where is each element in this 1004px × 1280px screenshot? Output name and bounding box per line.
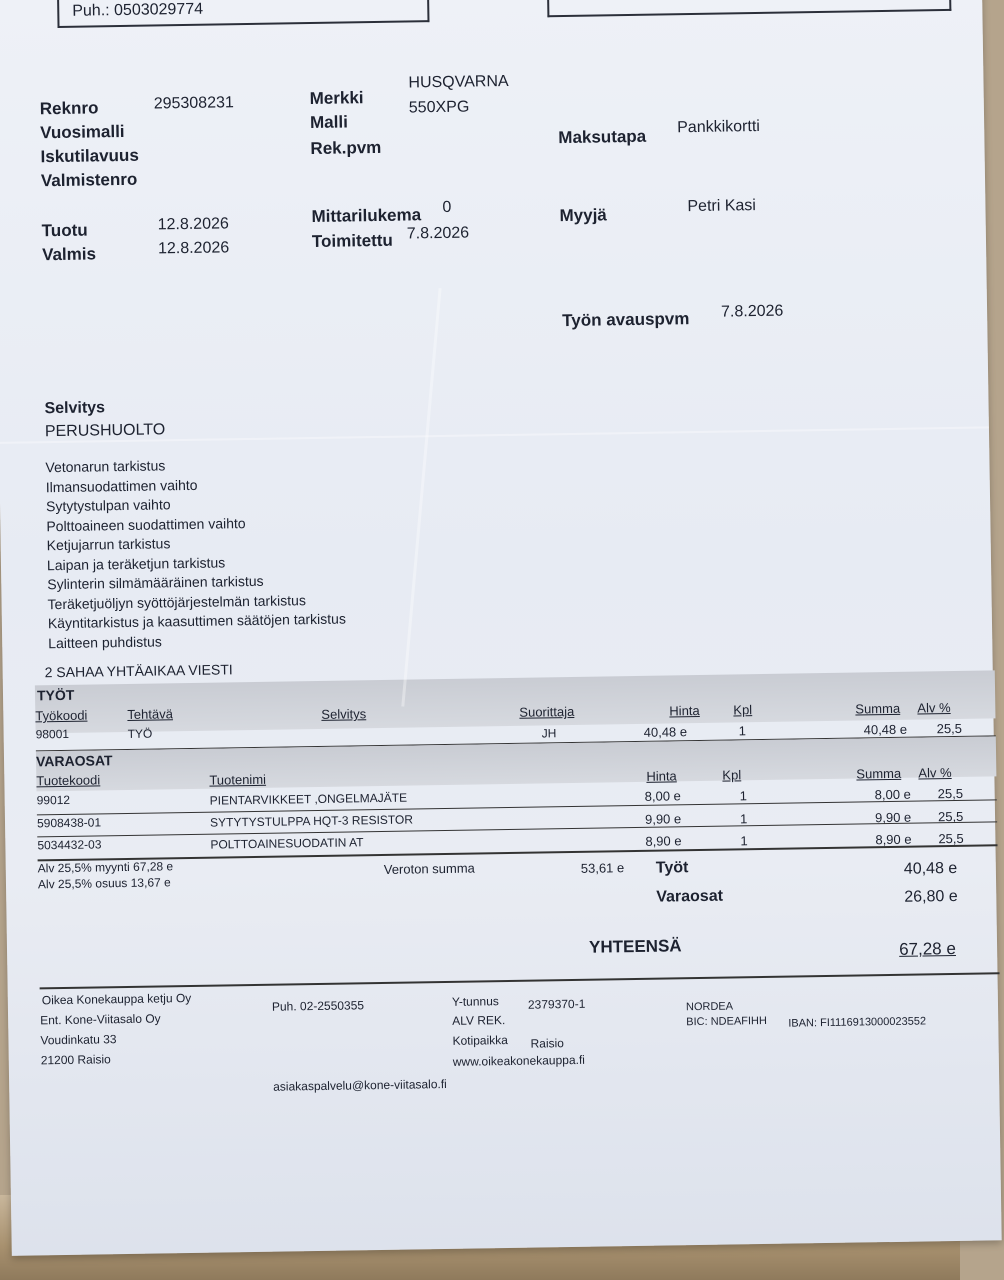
company-phone: Puh. 02-2550355 [271,998,365,1014]
col-summa: Summa [855,700,901,717]
varaosat-total-label: Varaosat [656,887,724,906]
maksutapa-label: Maksutapa [558,126,647,148]
company-street: Voudinkatu 33 [40,1032,117,1048]
valmis-value: 12.8.2026 [157,239,230,258]
row-price: 8,90 e [645,833,682,849]
col-tyokoodi: Työkoodi [35,707,88,724]
tuotu-value: 12.8.2026 [157,215,229,234]
toimitettu-label: Toimitettu [311,230,393,252]
col-alv: Alv % [917,700,951,716]
list-item: Ilmansuodattimen vaihto [45,476,198,495]
totals-divider [38,844,998,861]
row-code: 98001 [35,726,70,742]
row-code: 99012 [36,792,71,808]
maksutapa-value: Pankkikortti [677,117,761,137]
col-hinta: Hinta [646,768,677,784]
mittari-value: 0 [442,198,452,216]
bank-name: NORDEA [685,1000,734,1014]
row-doer: JH [541,726,557,741]
selvitys-title: PERUSHUOLTO [44,421,166,441]
customer-box [57,0,430,28]
reknro-label: Reknro [39,98,99,119]
company-city: 21200 Raisio [40,1052,111,1068]
row-qty: 1 [739,788,748,804]
kotipaikka-label: Kotipaikka [452,1033,508,1048]
company-former-name: Ent. Kone-Viitasalo Oy [40,1011,161,1028]
customer-phone: Puh.: 0503029774 [72,0,204,20]
col-alv: Alv % [918,765,952,781]
ytunnus-value: 2379370-1 [527,996,586,1012]
email-link[interactable]: asiakaspalvelu@kone-viitasalo.fi [273,1076,447,1094]
iskutilavuus-label: Iskutilavuus [40,145,139,167]
col-kpl: Kpl [733,702,753,718]
row-qty: 1 [740,833,748,849]
selvitys-heading: Selvitys [44,399,106,418]
bank-bic: BIC: NDEAFIHH [686,1014,768,1029]
col-suorittaja: Suorittaja [519,703,575,720]
row-price: 40,48 e [643,724,688,740]
row-code: 5908438-01 [36,815,102,831]
alv-myynti: Alv 25,5% myynti 67,28 e [37,859,174,876]
list-item: Sylinterin silmämääräinen tarkistus [47,572,264,593]
row-sum: 8,90 e [875,831,912,848]
myyja-value: Petri Kasi [687,197,757,216]
avaus-value: 7.8.2026 [720,302,784,321]
row-task: TYÖ [127,726,153,741]
company-name: Oikea Konekauppa ketju Oy [41,990,192,1008]
veroton-value: 53,61 e [580,860,625,876]
row-qty: 1 [739,811,748,827]
row-price: 9,90 e [644,811,682,827]
col-hinta: Hinta [669,702,700,719]
yhteensa-value: 67,28 e [898,938,956,959]
row-price: 8,00 e [644,788,681,804]
col-tehtava: Tehtävä [127,706,173,722]
row-name: POLTTOAINESUODATIN AT [210,835,364,852]
kotipaikka-value: Raisio [530,1036,565,1051]
toimitettu-value: 7.8.2026 [406,224,470,243]
reknro-value: 295308231 [153,94,234,113]
row-vat: 25,5 [937,785,964,802]
row-sum: 9,90 e [874,809,912,826]
website-link[interactable]: www.oikeakonekauppa.fi [452,1052,586,1069]
avaus-label: Työn avauspvm [562,309,690,331]
tyot-heading: TYÖT [36,686,75,704]
row-code: 5034432-03 [37,837,102,853]
veroton-label: Veroton summa [383,860,475,877]
tyot-header-band [35,670,996,733]
row-sum: 40,48 e [863,721,908,738]
varaosat-heading: VARAOSAT [35,752,113,770]
vuosimalli-label: Vuosimalli [40,121,125,143]
footer-divider [40,972,1000,989]
list-item: Teräketjuöljyn syöttöjärjestelmän tarkistus [47,591,307,612]
list-item: Vetonarun tarkistus [45,457,166,476]
malli-label: Malli [309,112,348,133]
list-item: Käyntitarkistus ja kaasuttimen säätöjen tarkistus [47,610,347,632]
list-item: Polttoaineen suodattimen vaihto [46,514,246,534]
address-box [547,0,951,17]
col-tuotekoodi: Tuotekoodi [36,772,101,789]
col-selvitys: Selvitys [321,706,367,722]
merkki-value: HUSQVARNA [408,72,509,92]
row-divider [37,821,997,837]
tyot-total-value: 40,48 e [903,859,958,878]
col-kpl: Kpl [722,767,742,783]
list-item: Ketjujarrun tarkistus [46,535,171,554]
merkki-label: Merkki [309,88,364,109]
yhteensa-label: YHTEENSÄ [588,936,682,957]
ytunnus-label: Y-tunnus [451,994,499,1009]
row-sum: 8,00 e [874,786,911,803]
bank-iban: IBAN: FI1116913000023552 [788,1015,927,1030]
row-vat: 25,5 [936,720,963,737]
list-item: Sytytystulpan vaihto [45,496,171,515]
varaosat-total-value: 26,80 e [904,887,958,906]
list-item: Laitteen puhdistus [48,632,162,651]
malli-value: 550XPG [408,98,470,117]
col-tuotenimi: Tuotenimi [209,771,267,788]
row-qty: 1 [738,723,747,739]
row-vat: 25,5 [937,808,964,825]
myyja-label: Myyjä [559,205,607,226]
tuotu-label: Tuotu [41,220,88,241]
tyot-total-label: Työt [655,859,689,877]
col-summa: Summa [856,765,902,782]
selvitys-note: 2 SAHAA YHTÄAIKAA VIESTI [44,661,233,681]
rekpvm-label: Rek.pvm [310,137,382,159]
varaosat-header-band [36,736,997,791]
valmistenro-label: Valmistenro [40,169,138,191]
task-list [45,455,346,655]
paper-fold [401,288,441,707]
row-name: PIENTARVIKKEET ,ONGELMAJÄTE [209,790,408,808]
list-item: Laipan ja teräketjun tarkistus [46,553,226,573]
row-name: SYTYTYSTULPPA HQT-3 RESISTOR [209,812,414,830]
alv-rek: ALV REK. [452,1013,506,1028]
row-vat: 25,5 [938,830,964,847]
valmis-label: Valmis [41,244,97,265]
alv-osuus: Alv 25,5% osuus 13,67 e [37,875,171,892]
row-divider [37,799,997,815]
mittari-label: Mittarilukema [311,205,422,227]
